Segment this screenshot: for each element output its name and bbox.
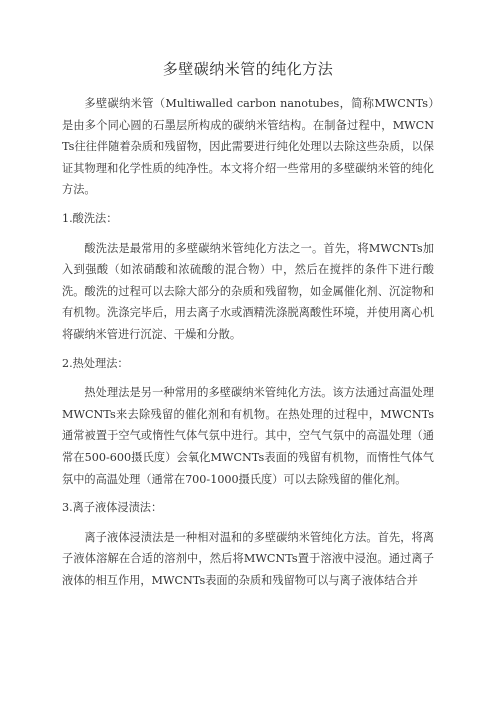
intro-paragraph: 多壁碳纳米管（Multiwalled carbon nanotubes，简称MWCNTs）是由多个同心圆的石墨层所构成的碳纳米管结构。在制备过程中，MWCNTs往往伴随着杂质和残留物，因此需要进行纯化处理以去除这些杂质，以保证其物理和化学性质的纯净性。本文将介绍一些常用的多壁碳纳米管的纯化方法。 [62, 97, 434, 197]
section-heading-ionic-liquid: 3.离子液体浸渍法： [62, 501, 163, 515]
section-heading-heat-treatment: 2.热处理法： [62, 356, 129, 370]
section-paragraph-heat-treatment: 热处理法是另一种常用的多壁碳纳米管纯化方法。该方法通过高温处理MWCNTs来去除残留的催化剂和有机物。在热处理的过程中，MWCNTs通常被置于空气或惰性气体气氛中进行。其中，空气气氛中的高温处理（通常在500-600摄氏度）会氧化MWCNTs表面的残留有机物，而惰性气体气氛中的高温处理（通常在700-1000摄氏度）可以去除残留的催化剂。 [62, 386, 434, 486]
document-body [62, 93, 434, 591]
section-paragraph-acid-wash: 酸洗法是最常用的多壁碳纳米管纯化方法之一。首先，将MWCNTs加入到强酸（如浓硝酸和浓硫酸的混合物）中，然后在搅拌的条件下进行酸洗。酸洗的过程可以去除大部分的杂质和残留物，如金属催化剂、沉淀物和有机物。洗涤完毕后，用去离子水或酒精洗涤脱离酸性环境，并使用离心机将碳纳米管进行沉淀、干燥和分散。 [62, 241, 434, 341]
section-heading-acid-wash: 1.酸洗法： [62, 211, 118, 225]
section-paragraph-ionic-liquid: 离子液体浸渍法是一种相对温和的多壁碳纳米管纯化方法。首先，将离子液体溶解在合适的溶剂中，然后将MWCNTs置于溶液中浸泡。通过离子液体的相互作用，MWCNTs表面的杂质和残留物可以与离子液体结合并 [62, 530, 434, 587]
document-title: 多壁碳纳米管的纯化方法 [162, 60, 334, 78]
